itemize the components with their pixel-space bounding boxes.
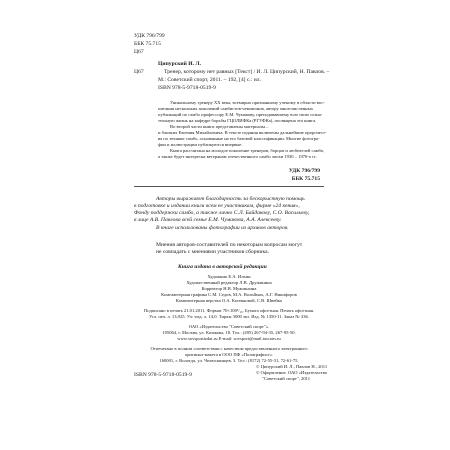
abstract-line: Уникальному тренеру XX века, всемирно признанному ученому в области вос- [170, 100, 325, 105]
isbn-bottom: ISBN 978-5-9718-0519-9 [134, 372, 192, 378]
credit-line: Художник Е.А. Ильин [207, 274, 251, 279]
copyright-line: "Советский спорт", 2011 [262, 376, 311, 381]
abstract-line: и близких Евгения Михайловича. В тексте издания включены дальнейшие пророчест- [158, 130, 327, 135]
disclaimer-line: не совпадать с мнениями участников сборника. [156, 249, 270, 255]
copyright-line: © Оформление. ОАО «Издательство [256, 370, 328, 375]
publisher-line: ОАО «Издательство "Советский спорт"». [188, 324, 270, 329]
abstract-line: фии и иллюстрации публикуются впервые. [158, 142, 243, 147]
publisher-line: 105064, г. Москва, ул. Казакова, 18. Тел.: (495) 267-94-35, 267-95-50. [162, 330, 296, 335]
acknowledgment-line: Фонду поддержки самбо, а также лично С.Л. Байдакову, С.О. Васильеву, [134, 210, 310, 216]
acknowledgment-line: в подготовке и издании книги всем ее участникам, фирме «24 кения», [134, 203, 300, 209]
bbk-code-right: ББК 75.715 [291, 176, 320, 182]
disclaimer-line: Мнения авторов-составителей по некоторым вопросам могут [156, 242, 303, 248]
acknowledgment-line: в лице А.В. Павлова всей семье Е.М. Чумакова, А.А. Алексееву. [134, 217, 282, 223]
copyright-line: © Ципурский И. Л., Павлов Н., 2011 [256, 364, 328, 369]
abstract-line: ва по технике самбо, основанные на его базовой классификации. Многие фотогра- [158, 136, 320, 141]
edition-note: Книга издана в авторской редакции [178, 264, 267, 270]
print-info-line: Усл. печ. л. 13,925. Уч.-изд. л. 14,0. Тираж 3000 экз. Изд. № 1350-11. Заказ № 336. [149, 314, 309, 319]
acknowledgment-line: В книге использованы фотографии из архивов авторов. [156, 225, 289, 231]
record-imprint-line: М.: Советский спорт, 2011. – 192, [4] с.: ил. [158, 77, 261, 83]
section-divider [134, 186, 324, 187]
udk-code: УДК 796/799 [134, 33, 165, 39]
abstract-line: а также будет интересна ветеранам отечественного самбо эпохи 1930 – 1970-х гг. [158, 154, 317, 159]
printer-line: Отпечатано в полном соответствии с качеством предоставленного электронного [150, 346, 308, 351]
acknowledgment-line: Авторы выражают благодарность за бескорыстную помощь [156, 196, 305, 202]
abstract-line: публикаций по самбо профессору Е.М. Чумакову, преподававшему всю свою созна- [158, 112, 323, 117]
printer-line: оригинал-макета в ООО ПФ «Полиграфист». [184, 352, 274, 357]
credit-line: Компьютерная графика С.М. Седов, М.А. Вольймах, А.Г. Никифоров [161, 292, 297, 297]
credit-line: Корректор Н.В. Мужиклина [201, 286, 257, 291]
abstract-line: питания нескольких поколений самбистов-чемпионов, автору многочисленных [158, 106, 314, 111]
abstract-line: тельную жизнь на кафедре борьбы ГЦОЛИФКа (РГУФКа), посвящена эта книга. [158, 118, 317, 123]
credit-line: Художественный редактор Л.В. Дружинина [186, 280, 272, 285]
record-author: Ципурский И. Л. [158, 61, 201, 67]
index-code: Ц67 [134, 49, 144, 55]
bbk-code: ББК 75.715 [134, 41, 161, 47]
publisher-line: www.sovsportizdat.ru E-mail: sovsport@mail.tascom.ru [177, 336, 281, 341]
abstract-line: Во второй части книги представлены материалы... [170, 124, 269, 129]
record-isbn: ISBN 978-5-9718-0519-9 [158, 85, 216, 91]
credit-line: Компьютерная верстка О.А. Котенковой, С.В. Швейко [175, 298, 283, 303]
record-index: Ц67 [134, 69, 144, 75]
udk-code-right: УДК 796/799 [288, 168, 320, 174]
printer-line: 160001, г. Вологда, ул. Челюскинцев, 3. Тел.: (8172) 72-55-31, 72-61-75. [159, 358, 299, 363]
print-info-line: Подписано в печать 21.01.2011. Формат 70×100¹/₁₆. Бумага офсетная. Печать офсетная. [143, 308, 315, 313]
abstract-line: Книга рассчитана на молодое поколение тренеров, борцов и любителей самбо, [170, 148, 325, 153]
record-title-line: Тренер, которому нет равных [Текст] / И. Л. Ципурский, Н. Павлов. – [164, 69, 330, 75]
